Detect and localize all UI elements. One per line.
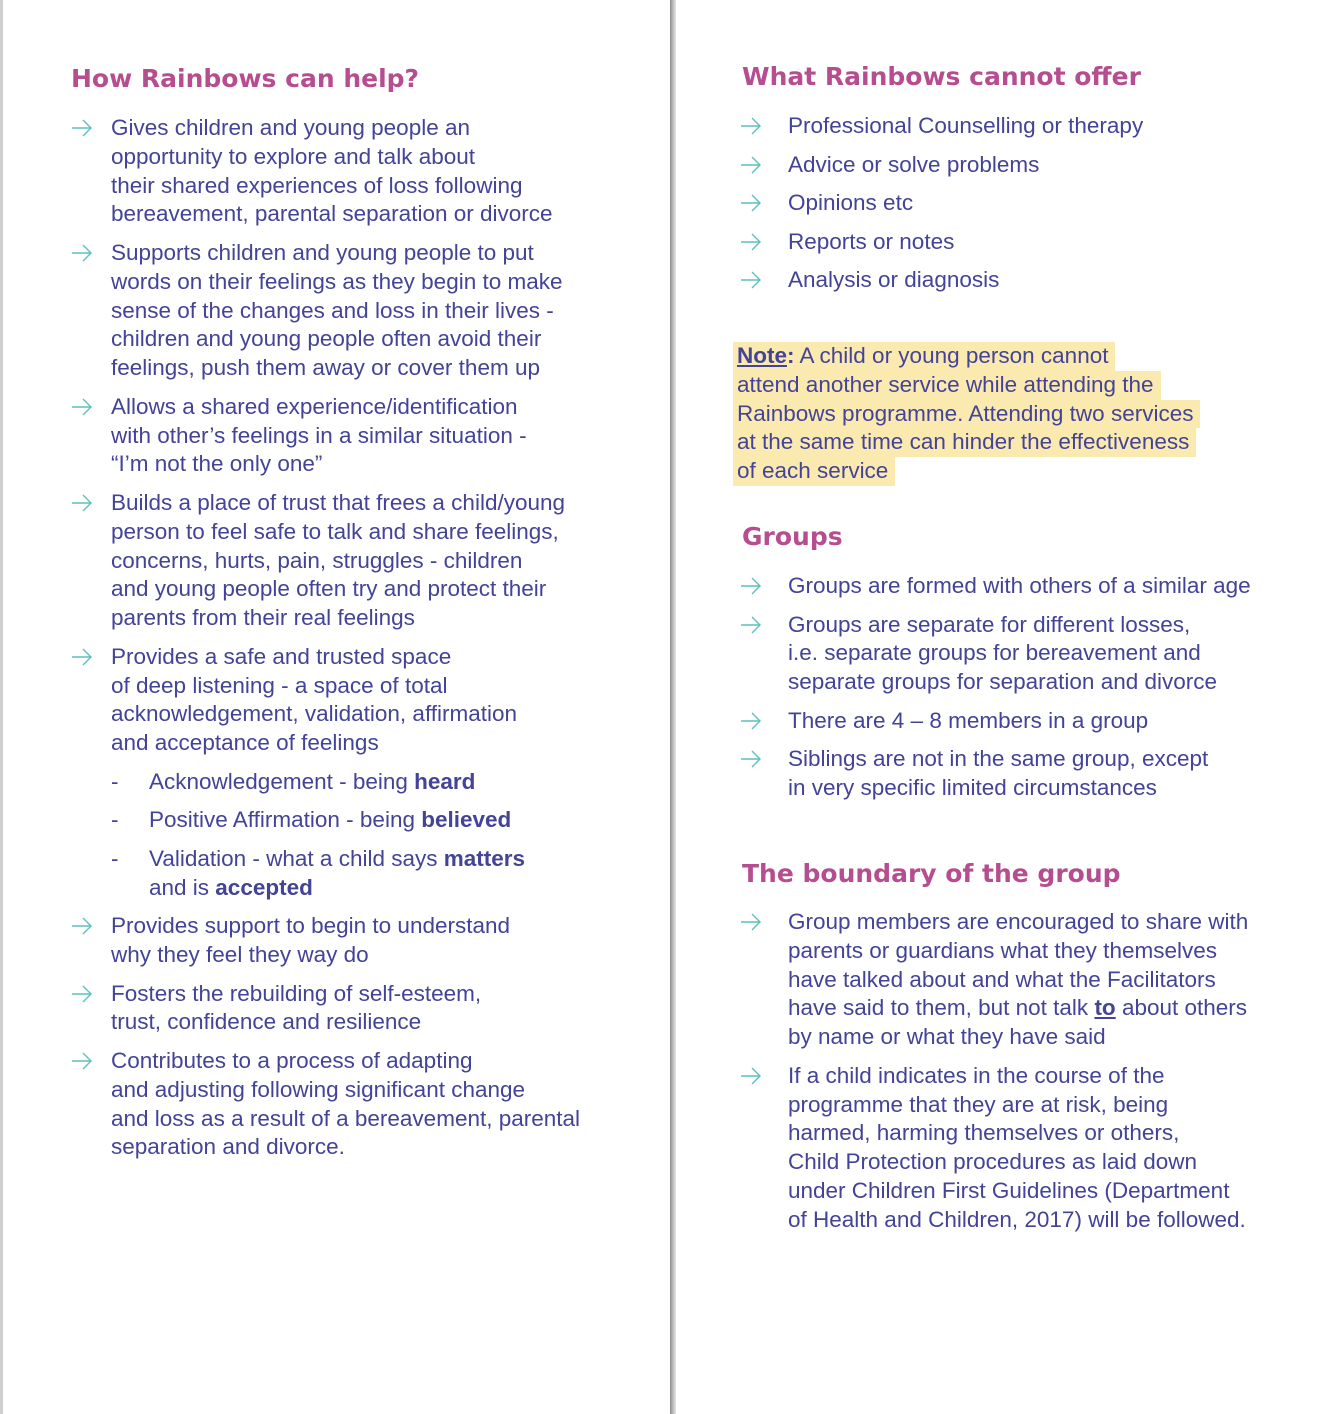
- arrow-right-icon: [740, 913, 762, 931]
- list-item: Fosters the rebuilding of self-esteem, trust, confidence and resilience: [71, 980, 661, 1038]
- list-item: Provides support to begin to understand why they feel they way do: [71, 912, 661, 970]
- list-item: Builds a place of trust that frees a child/young person to feel safe to talk and share feelings, concerns, hurts, pain, struggles - children and young people often try and protect their parents from their real feelings: [71, 489, 661, 633]
- list-item: Groups are formed with others of a similar age: [740, 572, 1330, 601]
- arrow-right-icon: [71, 119, 93, 137]
- groups-list: [740, 572, 1330, 813]
- arrow-right-icon: [740, 577, 762, 595]
- note-line: Note: A child or young person cannot: [733, 342, 1115, 371]
- list-item: Opinions etc: [740, 189, 1330, 218]
- arrow-right-icon: [71, 494, 93, 512]
- note-line: at the same time can hinder the effectiveness: [733, 428, 1196, 457]
- sub-list-item: - Acknowledgement - being heard: [71, 768, 661, 797]
- right-page: [676, 0, 1336, 1414]
- list-item: Groups are separate for different losses, i.e. separate groups for bereavement and separate groups for separation and divorce: [740, 611, 1330, 697]
- note-line: Rainbows programme. Attending two services: [733, 400, 1200, 429]
- dash-bullet: -: [111, 845, 119, 871]
- sub-list-item: - Validation - what a child says matters and is accepted: [111, 845, 526, 900]
- arrow-right-icon: [71, 398, 93, 416]
- list-item: Contributes to a process of adapting and adjusting following significant change and loss as a result of a bereavement, parental separation and divorce.: [71, 1047, 661, 1162]
- list-item: Allows a shared experience/identification with other’s feelings in a similar situation - “I’m not the only one”: [71, 393, 661, 479]
- list-item: There are 4 – 8 members in a group: [740, 707, 1330, 736]
- note-line: of each service: [733, 457, 895, 486]
- list-item: Provides a safe and trusted space of deep listening - a space of total acknowledgement, validation, affirmation and acceptance of feelings: [71, 643, 661, 758]
- list-item: Gives children and young people an opportunity to explore and talk about their shared experiences of loss following bereavement, parental separation or divorce: [71, 114, 661, 229]
- groups-heading: Groups: [742, 522, 843, 551]
- how-rainbows-help-heading: How Rainbows can help?: [71, 64, 420, 93]
- cannot-offer-list: [740, 112, 1330, 305]
- list-item: Supports children and young people to put words on their feelings as they begin to make sense of the changes and loss in their lives - children and young people often avoid their feelings, push them away or cover them up: [71, 239, 661, 383]
- arrow-right-icon: [740, 271, 762, 289]
- arrow-right-icon: [740, 616, 762, 634]
- arrow-right-icon: [71, 985, 93, 1003]
- help-list: [71, 114, 661, 1172]
- arrow-right-icon: [740, 1067, 762, 1085]
- arrow-right-icon: [71, 648, 93, 666]
- arrow-right-icon: [71, 1052, 93, 1070]
- cannot-offer-heading: What Rainbows cannot offer: [742, 62, 1141, 91]
- list-item: Reports or notes: [740, 228, 1330, 257]
- list-item: Professional Counselling or therapy: [740, 112, 1330, 141]
- arrow-right-icon: [740, 156, 762, 174]
- boundary-heading: The boundary of the group: [742, 859, 1121, 888]
- dash-bullet: -: [111, 807, 119, 833]
- arrow-right-icon: [740, 117, 762, 135]
- dash-bullet: -: [111, 768, 119, 794]
- arrow-right-icon: [71, 244, 93, 262]
- note-line: attend another service while attending the: [733, 371, 1161, 400]
- arrow-right-icon: [740, 712, 762, 730]
- arrow-right-icon: [740, 194, 762, 212]
- list-item: Analysis or diagnosis: [740, 266, 1330, 295]
- boundary-list: [740, 908, 1330, 1244]
- arrow-right-icon: [71, 917, 93, 935]
- list-item: Siblings are not in the same group, except in very specific limited circumstances: [740, 745, 1330, 803]
- arrow-right-icon: [740, 750, 762, 768]
- list-item: If a child indicates in the course of the programme that they are at risk, being harmed, harming themselves or others, Child Protection procedures as laid down under Children First Guidelines (Department of Health and Children, 2017) will be followed.: [740, 1062, 1330, 1235]
- arrow-right-icon: [740, 233, 762, 251]
- note-box: [738, 342, 1200, 486]
- sub-list-item: - Positive Affirmation - being believed: [71, 806, 661, 835]
- note-label: Note: [737, 343, 787, 368]
- list-item: Advice or solve problems: [740, 151, 1330, 180]
- list-item: Group members are encouraged to share with parents or guardians what they themselves have talked about and what the Facilitators have said to them, but not talk to about others by name or what they have said: [740, 908, 1330, 1052]
